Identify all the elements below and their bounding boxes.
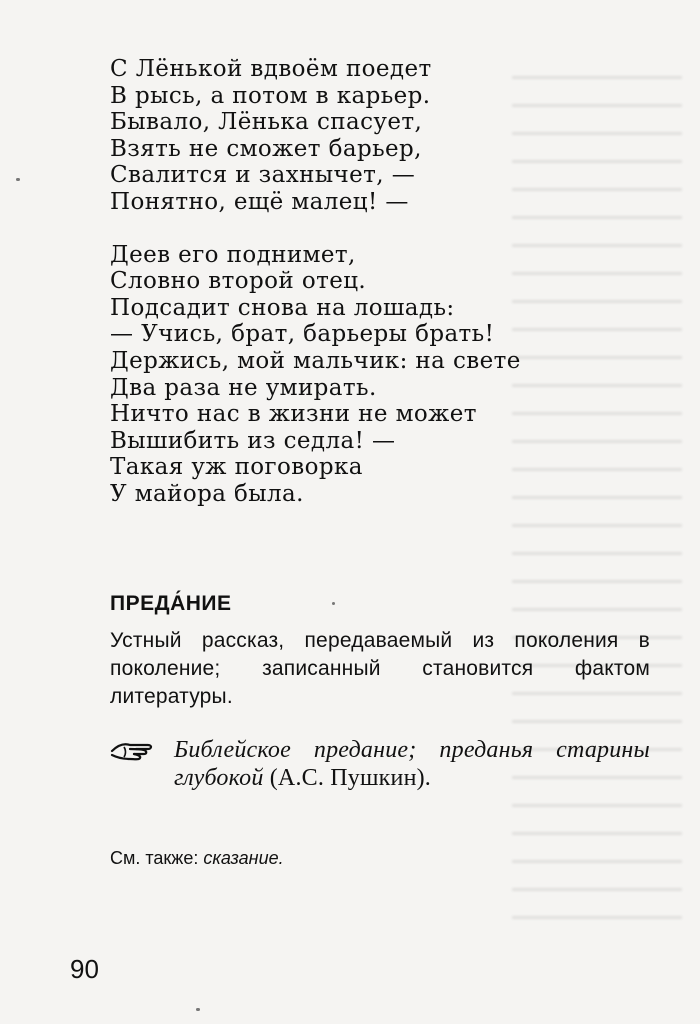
poem-line: Взять не сможет барьер, <box>110 135 422 162</box>
poem-line: Два раза не умирать. <box>110 374 377 401</box>
example-citation: (А.С. Пушкин). <box>269 765 432 791</box>
entry-example <box>110 736 650 792</box>
poem-line: Понятно, ещё малец! — <box>110 188 409 215</box>
poem-line: Подсадит снова на лошадь: <box>110 294 455 321</box>
poem-line: С Лёнькой вдвоём поедет <box>110 56 432 82</box>
example-phrase-2: преданья старины глубокой <box>174 737 650 791</box>
see-also <box>110 848 284 869</box>
poem-line: Ничто нас в жизни не может <box>110 401 477 428</box>
poem-stanza-1 <box>110 56 521 216</box>
poem-line: Деев его поднимет, <box>110 241 356 268</box>
poem-line: Бывало, Лёнька спасует, <box>110 109 423 136</box>
bleed-through-text <box>512 60 682 930</box>
poem <box>110 56 521 508</box>
print-speck <box>332 602 335 605</box>
poem-line: У майора была. <box>110 480 304 507</box>
print-speck <box>16 178 20 181</box>
print-speck <box>196 1008 200 1011</box>
example-text <box>174 736 650 792</box>
poem-line: Словно второй отец. <box>110 268 367 295</box>
entry-headword: ПРЕДА́НИЕ <box>110 592 232 615</box>
poem-line: Вышибить из седла! — <box>110 427 396 454</box>
see-also-link[interactable]: сказание. <box>203 848 284 868</box>
pointing-hand-icon <box>110 737 156 763</box>
poem-line: — Учись, брат, барьеры брать! <box>110 321 495 348</box>
entry-definition: Устный рассказ, передаваемый из поколения в поколение; записанный становится фактом литературы. <box>110 629 650 708</box>
poem-line: В рысь, а потом в карьер. <box>110 82 431 109</box>
page-number: 90 <box>70 954 99 984</box>
poem-line: Такая уж поговорка <box>110 454 363 481</box>
example-phrase-1: Библейское предание; <box>174 737 417 763</box>
poem-stanza-2 <box>110 242 521 508</box>
poem-line: Держись, мой мальчик: на свете <box>110 347 521 374</box>
see-also-label: См. также: <box>110 848 199 868</box>
poem-line: Свалится и захнычет, — <box>110 162 416 189</box>
